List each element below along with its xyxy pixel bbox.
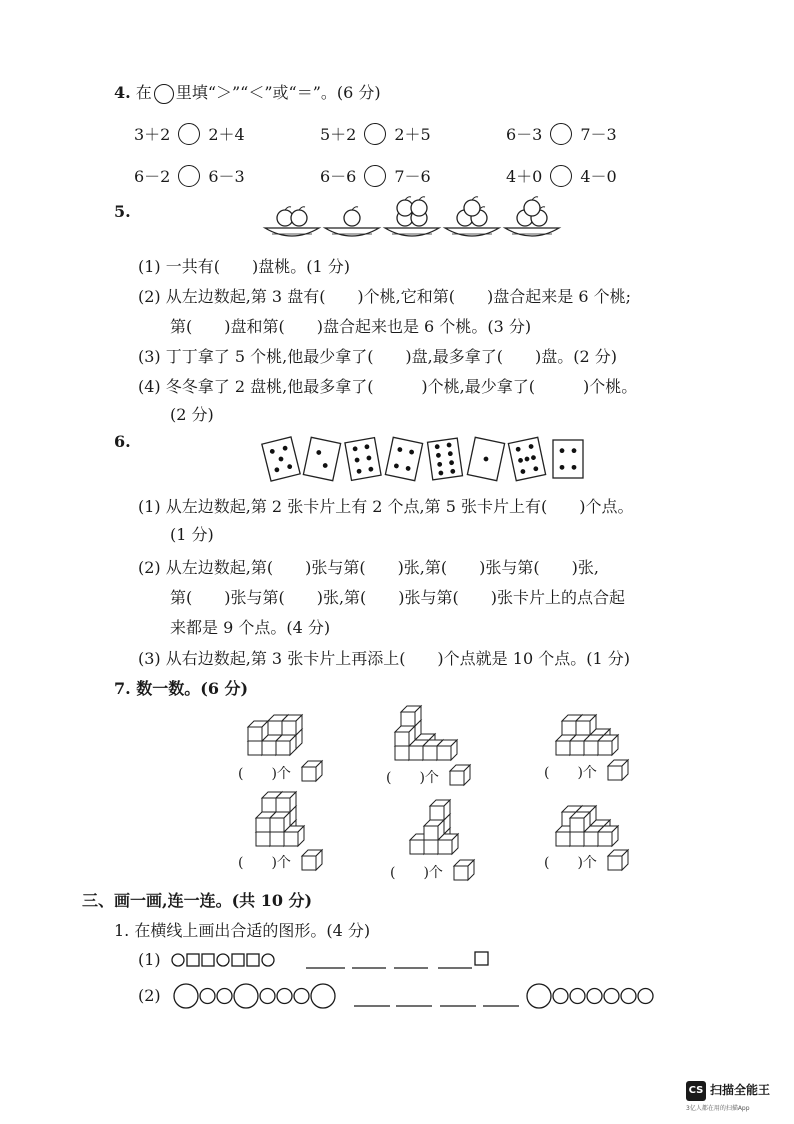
cube-stack	[410, 800, 458, 854]
circle-shape	[570, 989, 585, 1004]
dot-card	[345, 438, 381, 481]
plate-icon	[505, 228, 559, 236]
q6-item-3-line-1: (3) 从右边数起,第 3 张卡片上再添上( )个点就是 10 个点。(1 分)	[138, 649, 630, 668]
section-3-q1-title	[114, 918, 370, 941]
dot-card	[303, 437, 340, 480]
q4-answer-circle[interactable]	[364, 123, 386, 145]
cube-icon	[395, 726, 415, 746]
cube-icon	[401, 706, 421, 726]
cube-count-label: ( )个	[544, 765, 597, 781]
peach-plate	[265, 207, 319, 236]
cube-count-label: ( )个	[238, 766, 291, 782]
q4-left-expr: 6－2	[134, 167, 171, 186]
peach-icon	[344, 210, 360, 226]
card-dot	[572, 465, 577, 470]
circle-shape	[174, 984, 198, 1008]
q5-item-4-line-1: (4) 冬冬拿了 2 盘桃,他最多拿了( )个桃,最少拿了( )个桃。	[138, 377, 638, 396]
peach-icon	[291, 210, 307, 226]
dot-cards-illustration	[262, 434, 592, 484]
circle-shape	[260, 989, 275, 1004]
q6-item-2-cont2	[170, 615, 330, 638]
q5-item-4	[138, 374, 637, 397]
circle-shape	[234, 984, 258, 1008]
cube-count-label: ( )个	[386, 770, 439, 786]
q5-item-3	[138, 344, 617, 367]
pattern-row-2-label: (2)	[138, 986, 161, 1005]
q6-item-2	[138, 555, 599, 578]
peach-icon	[411, 200, 427, 216]
q4-row-1-col-3	[506, 122, 617, 145]
circle-shape	[217, 954, 229, 966]
cube-icon	[570, 812, 590, 832]
q4-right-expr: 2＋4	[208, 125, 245, 144]
cube-stacks-illustration	[0, 700, 794, 885]
circle-shape	[217, 989, 232, 1004]
q4-title-rest: 里填“＞”“＜”或“＝”。(6 分)	[175, 83, 381, 102]
q5-item-2-line-2: 第( )盘和第( )盘合起来也是 6 个桃。(3 分)	[170, 317, 532, 336]
card-outline	[385, 437, 422, 480]
q4-title	[114, 80, 381, 104]
card-outline	[303, 437, 340, 480]
q4-right-expr: 7－6	[394, 167, 431, 186]
q4-left-expr: 6－3	[506, 125, 543, 144]
circle-symbol	[154, 84, 174, 104]
q5-item-4-cont	[170, 402, 214, 425]
q5-item-2	[138, 284, 631, 307]
q4-answer-circle[interactable]	[178, 123, 200, 145]
pattern-row-1-label: (1)	[138, 950, 161, 969]
plate-icon	[385, 228, 439, 236]
q6-item-1	[138, 494, 633, 517]
circle-shape	[587, 989, 602, 1004]
card-dot	[572, 448, 577, 453]
circle-shape	[200, 989, 215, 1004]
cube-icon	[282, 715, 302, 735]
q4-answer-circle[interactable]	[178, 165, 200, 187]
q4-answer-circle[interactable]	[550, 165, 572, 187]
cube-stack	[556, 806, 618, 846]
q6-item-1-line-1: (1) 从左边数起,第 2 张卡片上有 2 个点,第 5 张卡片上有( )个点。	[138, 497, 634, 516]
q4-answer-circle[interactable]	[550, 123, 572, 145]
cube-icon	[598, 826, 618, 846]
q7-title-text: 7. 数一数。(6 分)	[114, 679, 249, 698]
card-outline	[428, 438, 463, 480]
q5-item-1-line-1: (1) 一共有( )盘桃。(1 分)	[138, 257, 350, 276]
square-shape	[187, 954, 199, 966]
q4-answer-circle[interactable]	[364, 165, 386, 187]
circle-shape	[638, 989, 653, 1004]
cube-icon	[248, 721, 268, 741]
q6-item-2-cont1	[170, 585, 625, 608]
cube-stack	[556, 715, 618, 755]
cube-stack	[248, 715, 302, 755]
cube-icon	[276, 792, 296, 812]
circle-shape	[277, 989, 292, 1004]
cube-count-answer	[238, 850, 322, 871]
plate-icon	[445, 228, 499, 236]
q4-row-2-col-1	[134, 164, 245, 187]
cube-count-answer	[386, 765, 470, 786]
dot-card	[553, 440, 583, 478]
cube-count-label: ( )个	[544, 855, 597, 871]
peach-plate	[385, 197, 439, 236]
camscanner-brand: 扫描全能王	[710, 1083, 771, 1097]
cube-icon	[430, 800, 450, 820]
peach-icon	[464, 200, 480, 216]
cube-icon	[450, 765, 470, 785]
cube-stack	[395, 706, 457, 760]
dot-card	[467, 437, 504, 480]
q5-item-4-line-2: (2 分)	[170, 405, 214, 424]
cube-count-answer	[544, 850, 628, 871]
cube-icon	[424, 820, 444, 840]
cube-icon	[608, 760, 628, 780]
cube-count-answer	[238, 761, 322, 782]
cube-icon	[302, 761, 322, 781]
q5-item-3-line-1: (3) 丁丁拿了 5 个桃,他最少拿了( )盘,最多拿了( )盘。(2 分)	[138, 347, 617, 366]
cube-count-label: ( )个	[238, 855, 291, 871]
peach-plate	[505, 197, 559, 236]
plate-icon	[325, 228, 379, 236]
square-shape	[232, 954, 244, 966]
cube-icon	[608, 850, 628, 870]
q4-right-expr: 6－3	[208, 167, 245, 186]
cube-count-answer	[390, 860, 474, 881]
section-3-title: 三、画一画,连一连。(共 10 分)	[82, 891, 313, 910]
q4-row-1-col-2	[320, 122, 431, 145]
camscanner-tagline: 3亿人都在用的扫描App	[686, 1105, 750, 1112]
cube-stack	[256, 792, 304, 846]
q4-title-prefix: 在	[135, 83, 152, 102]
q6-item-1-cont	[170, 522, 214, 545]
cube-icon	[454, 860, 474, 880]
card-outline	[553, 440, 583, 478]
circle-shape	[527, 984, 551, 1008]
card-dot	[560, 448, 565, 453]
cube-icon	[302, 850, 322, 870]
q4-row-1-col-1	[134, 122, 245, 145]
peach-icon	[524, 200, 540, 216]
q4-left-expr: 3＋2	[134, 125, 171, 144]
q4-row-2-col-3	[506, 164, 617, 187]
card-dot	[560, 465, 565, 470]
q4-right-expr: 4－0	[580, 167, 617, 186]
cube-count-answer	[544, 760, 628, 781]
q5-number: 5.	[114, 202, 131, 221]
card-outline	[345, 438, 381, 481]
camscanner-logo: CS	[686, 1081, 706, 1101]
q6-item-2-line-1: (2) 从左边数起,第( )张与第( )张,第( )张与第( )张,	[138, 558, 599, 577]
plate-icon	[265, 228, 319, 236]
q4-left-expr: 5＋2	[320, 125, 357, 144]
circle-shape	[311, 984, 335, 1008]
dot-card	[428, 438, 463, 480]
q6-item-1-line-2: (1 分)	[170, 525, 214, 544]
q6-item-3	[138, 646, 630, 669]
circle-shape	[294, 989, 309, 1004]
circle-shape	[172, 954, 184, 966]
q4-left-expr: 4＋0	[506, 167, 543, 186]
peach-plate	[325, 207, 379, 236]
cube-icon	[437, 740, 457, 760]
peach-plate	[445, 197, 499, 236]
q5-item-1	[138, 254, 350, 277]
circle-shape	[262, 954, 274, 966]
circle-shape	[621, 989, 636, 1004]
square-shape	[202, 954, 214, 966]
section-3-q1-title-text: 1. 在横线上画出合适的图形。(4 分)	[114, 921, 371, 940]
cube-icon	[270, 812, 290, 832]
q4-right-expr: 2＋5	[394, 125, 431, 144]
q4-left-expr: 6－6	[320, 167, 357, 186]
circle-shape	[553, 989, 568, 1004]
q4-row-2-col-2	[320, 164, 431, 187]
cube-count-label: ( )个	[390, 865, 443, 881]
dot-card	[385, 437, 422, 480]
circle-shape	[604, 989, 619, 1004]
square-shape	[475, 952, 488, 965]
dot-card	[262, 437, 300, 481]
q4-right-expr: 7－3	[580, 125, 617, 144]
peach-plates-illustration	[266, 198, 556, 244]
q6-item-2-line-3: 来都是 9 个点。(4 分)	[170, 618, 331, 637]
cube-icon	[598, 735, 618, 755]
shape-patterns	[0, 940, 794, 1015]
q4-number: 4.	[114, 83, 131, 102]
q6-item-2-line-2: 第( )张与第( )张,第( )张与第( )张卡片上的点合起	[170, 588, 626, 607]
q5-item-2-line-1: (2) 从左边数起,第 3 盘有( )个桃,它和第( )盘合起来是 6 个桃;	[138, 287, 631, 306]
q6-number: 6.	[114, 432, 131, 451]
dot-card	[508, 437, 545, 480]
cube-icon	[276, 735, 296, 755]
q7-title	[114, 676, 248, 699]
cube-icon	[576, 715, 596, 735]
q5-item-2-cont	[170, 314, 531, 337]
square-shape	[247, 954, 259, 966]
